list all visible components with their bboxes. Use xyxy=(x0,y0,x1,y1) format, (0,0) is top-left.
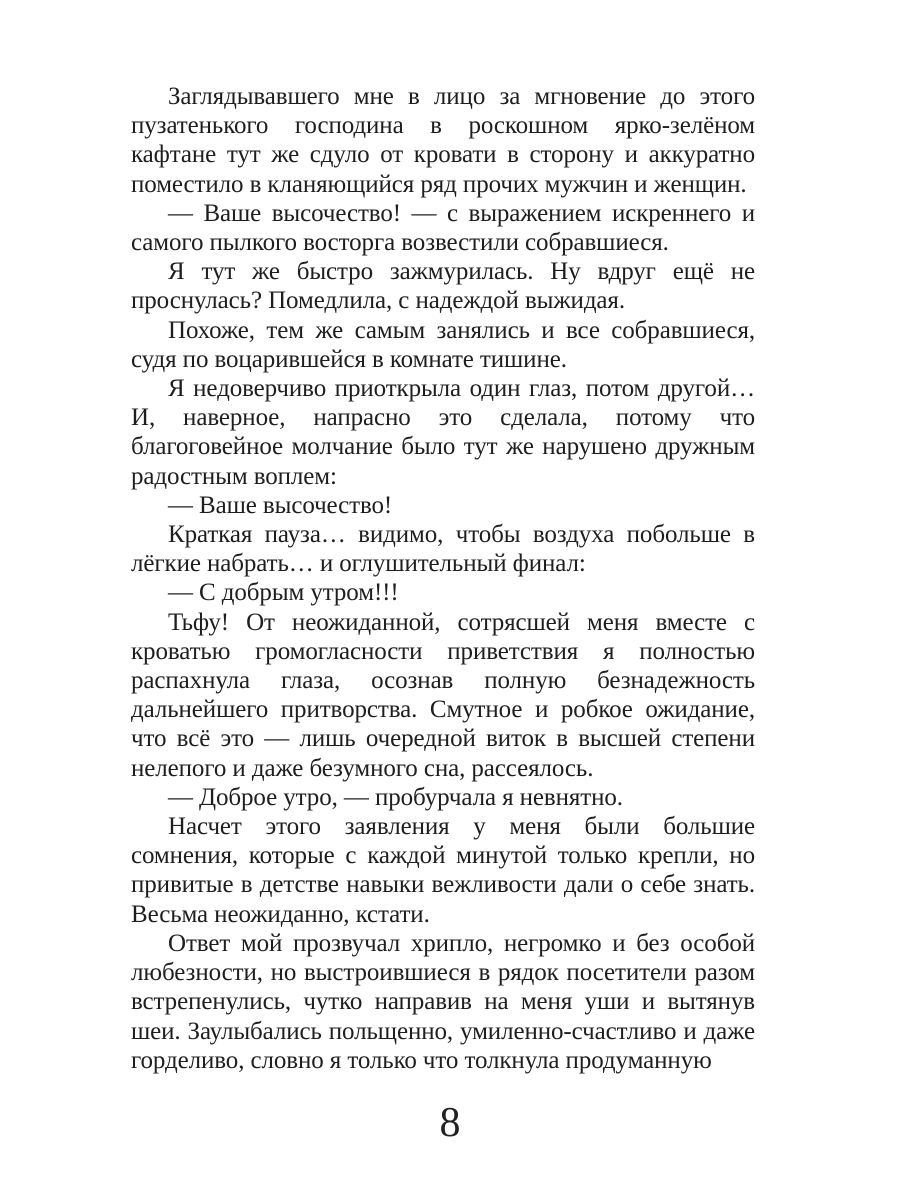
paragraph-dialogue: — Доброе утро, — пробурчала я невнятно. xyxy=(168,783,623,811)
page-number: 8 xyxy=(439,1100,461,1146)
paragraph-dialogue: — Ваше высочество! — с выражением искреннего и самого пылкого восторга возвестили собравшиеся. xyxy=(131,199,755,257)
page-text-block xyxy=(131,82,755,1075)
paragraph: Похоже, тем же самым занялись и все собравшиеся, судя по воцарившейся в комнате тишине. xyxy=(131,316,755,373)
paragraph: Насчет этого заявления у меня были большие сомнения, которые с каждой минутой только крепли, но привитые в детстве навыки вежливости дали о себе знать. Весьма неожиданно, кстати. xyxy=(131,813,755,928)
paragraph: Ответ мой прозвучал хрипло, негромко и без особой любезности, но выстроившиеся в рядок посетители разом встрепенулись, чутко направив на меня уши и вытянув шеи. Заулыбались польщенно, умиленно-счастливо и даже горделиво, словно я только что толкнула продуманную xyxy=(131,929,755,1074)
paragraph: Я тут же быстро зажмурилась. Ну вдруг ещё не проснулась? Помедлила, с надеждой выжидая. xyxy=(131,258,755,315)
paragraph: Я недоверчиво приоткрыла один глаз, потом другой… И, наверное, напрасно это сделала, потому что благоговейное молчание было тут же нарушено дружным радостным воплем: xyxy=(131,375,755,490)
paragraph: Тьфу! От неожиданной, сотрясшей меня вместе с кроватью громогласности приветствия я полностью распахнула глаза, осознав полную безнадежность дальнейшего притворства. Смутное и робкое ожидание, что всё это — лишь очередной виток в высшей степени нелепого и даже безумного сна, рассеялось. xyxy=(131,608,755,782)
paragraph: Краткая пауза… видимо, чтобы воздуха побольше в лёгкие набрать… и оглушительный финал: xyxy=(131,521,755,578)
paragraph-dialogue: — Ваше высочество! xyxy=(168,491,393,519)
paragraph-dialogue: — С добрым утром!!! xyxy=(168,579,399,607)
paragraph: Заглядывавшего мне в лицо за мгновение до этого пузатенького господина в роскошном ярко-зелёном кафтане тут же сдуло от кровати в сторону и аккуратно поместило в кланяющийся ряд прочих мужчин и женщин. xyxy=(131,83,755,198)
